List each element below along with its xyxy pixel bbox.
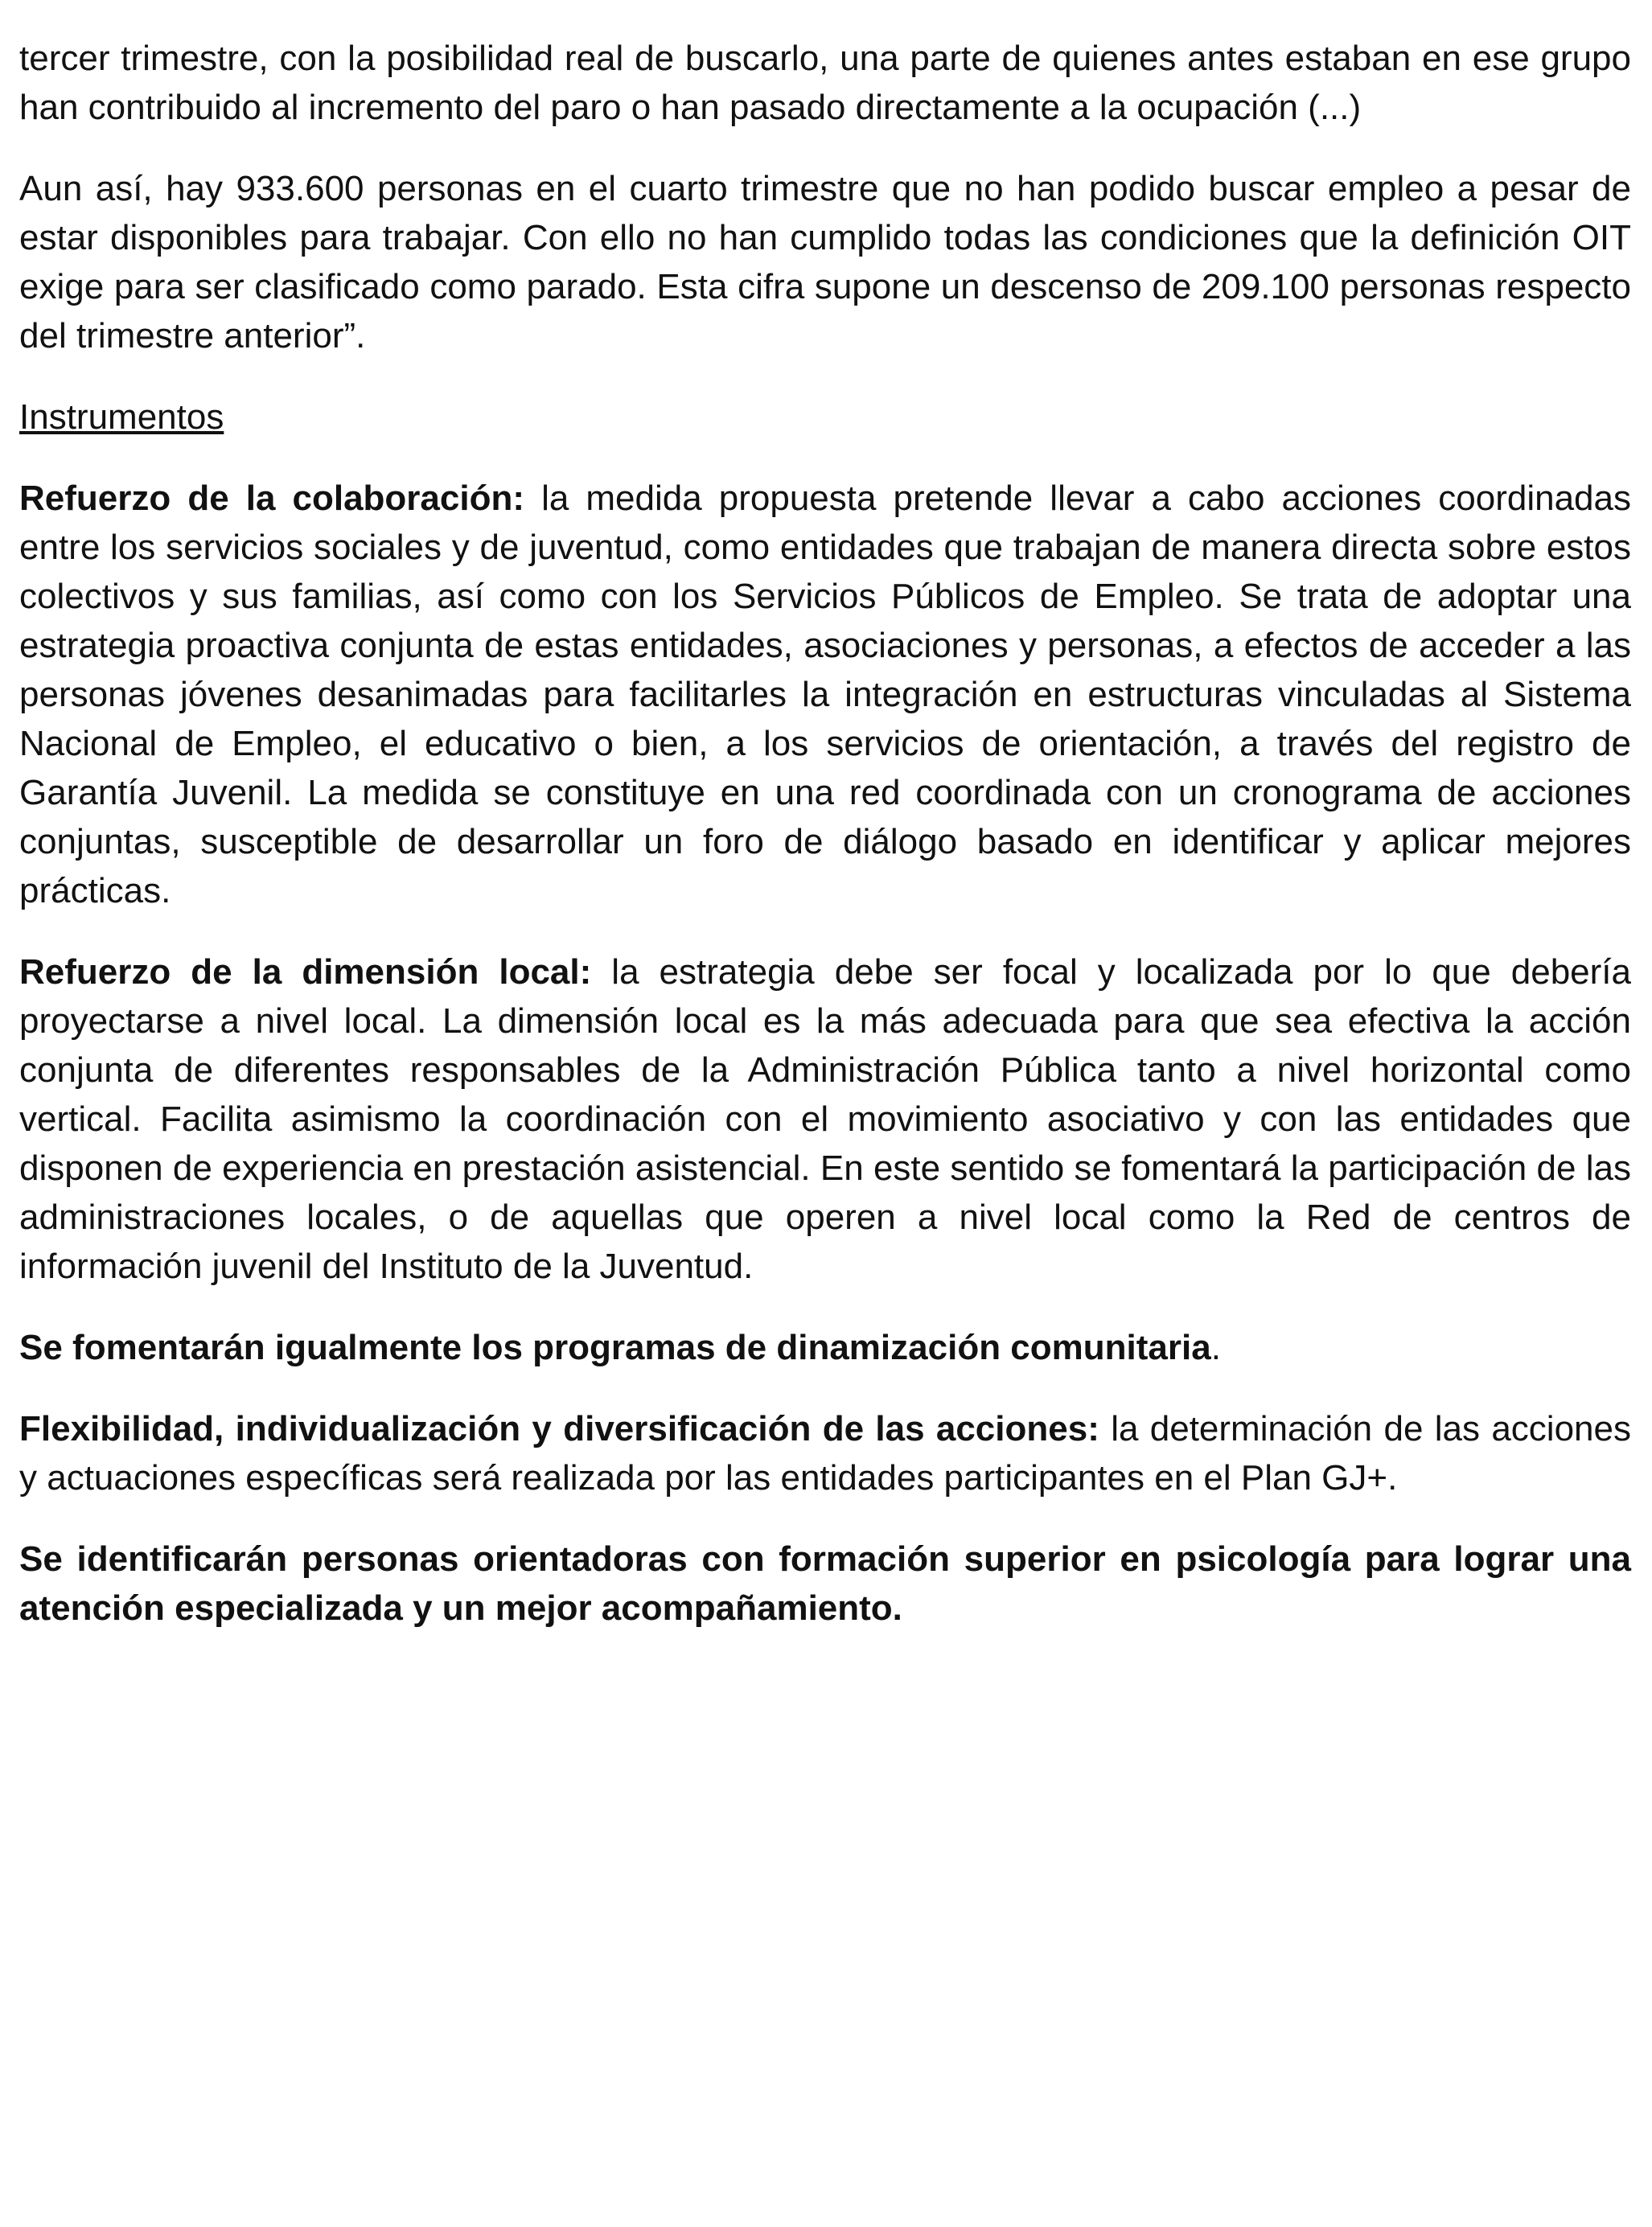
paragraph-tail: . [1210,1328,1221,1367]
document-page [19,34,1631,1665]
paragraph-lead: Flexibilidad, individualización y diversificación de las acciones: [19,1409,1099,1448]
paragraph-colaboracion [19,474,1631,915]
paragraph-lead: Refuerzo de la dimensión local: [19,952,592,992]
paragraph-text: la determinación de las acciones y actuaciones específicas será realizada por las entidades participantes en el Plan GJ+. [19,1409,1631,1498]
paragraph-2: Aun así, hay 933.600 personas en el cuarto trimestre que no han podido buscar empleo a pesar de estar disponibles para trabajar. Con ello no han cumplido todas las condiciones que la definición OIT exige para ser clasificado como parado. Esta cifra supone un descenso de 209.100 personas respecto del trimestre anterior”. [19,169,1631,355]
paragraph-text: la medida propuesta pretende llevar a cabo acciones coordinadas entre los servicios sociales y de juventud, como entidades que trabajan de manera directa sobre estos colectivos y sus familias, así como con los Servicios Públicos de Empleo. Se trata de adoptar una estrategia proactiva conjunta de estas entidades, asociaciones y personas, a efectos de acceder a las personas jóvenes desanimadas para facilitarles la integración en estructuras vinculadas al Sistema Nacional de Empleo, el educativo o bien, a los servicios de orientación, a través del registro de Garantía Juvenil. La medida se constituye en una red coordinada con un cronograma de acciones conjuntas, susceptible de desarrollar un foro de diálogo basado en identificar y aplicar mejores prácticas. [19,479,1631,910]
paragraph-orientadoras: Se identificarán personas orientadoras con formación superior en psicología para lograr una atención especializada y un mejor acompañamiento. [19,1539,1631,1628]
paragraph-dimension-local [19,947,1631,1291]
paragraph-bold: Se fomentarán igualmente los programas de dinamización comunitaria [19,1328,1211,1367]
paragraph-lead: Refuerzo de la colaboración: [19,479,524,518]
paragraph-dinamizacion [19,1323,1631,1372]
section-heading: Instrumentos [19,397,224,437]
paragraph-text: la estrategia debe ser focal y localizada por lo que debería proyectarse a nivel local. La dimensión local es la más adecuada para que sea efectiva la acción conjunta de diferentes responsables de la Administración Pública tanto a nivel horizontal como vertical. Facilita asimismo la coordinación con el movimiento asociativo y con las entidades que disponen de experiencia en prestación asistencial. En este sentido se fomentará la participación de las administraciones locales, o de aquellas que operen a nivel local como la Red de centros de información juvenil del Instituto de la Juventud. [19,952,1631,1286]
paragraph-flexibilidad [19,1404,1631,1502]
paragraph-1: tercer trimestre, con la posibilidad real de buscarlo, una parte de quienes antes estaban en ese grupo han contribuido al incremento del paro o han pasado directamente a la ocupación (...) [19,39,1631,127]
